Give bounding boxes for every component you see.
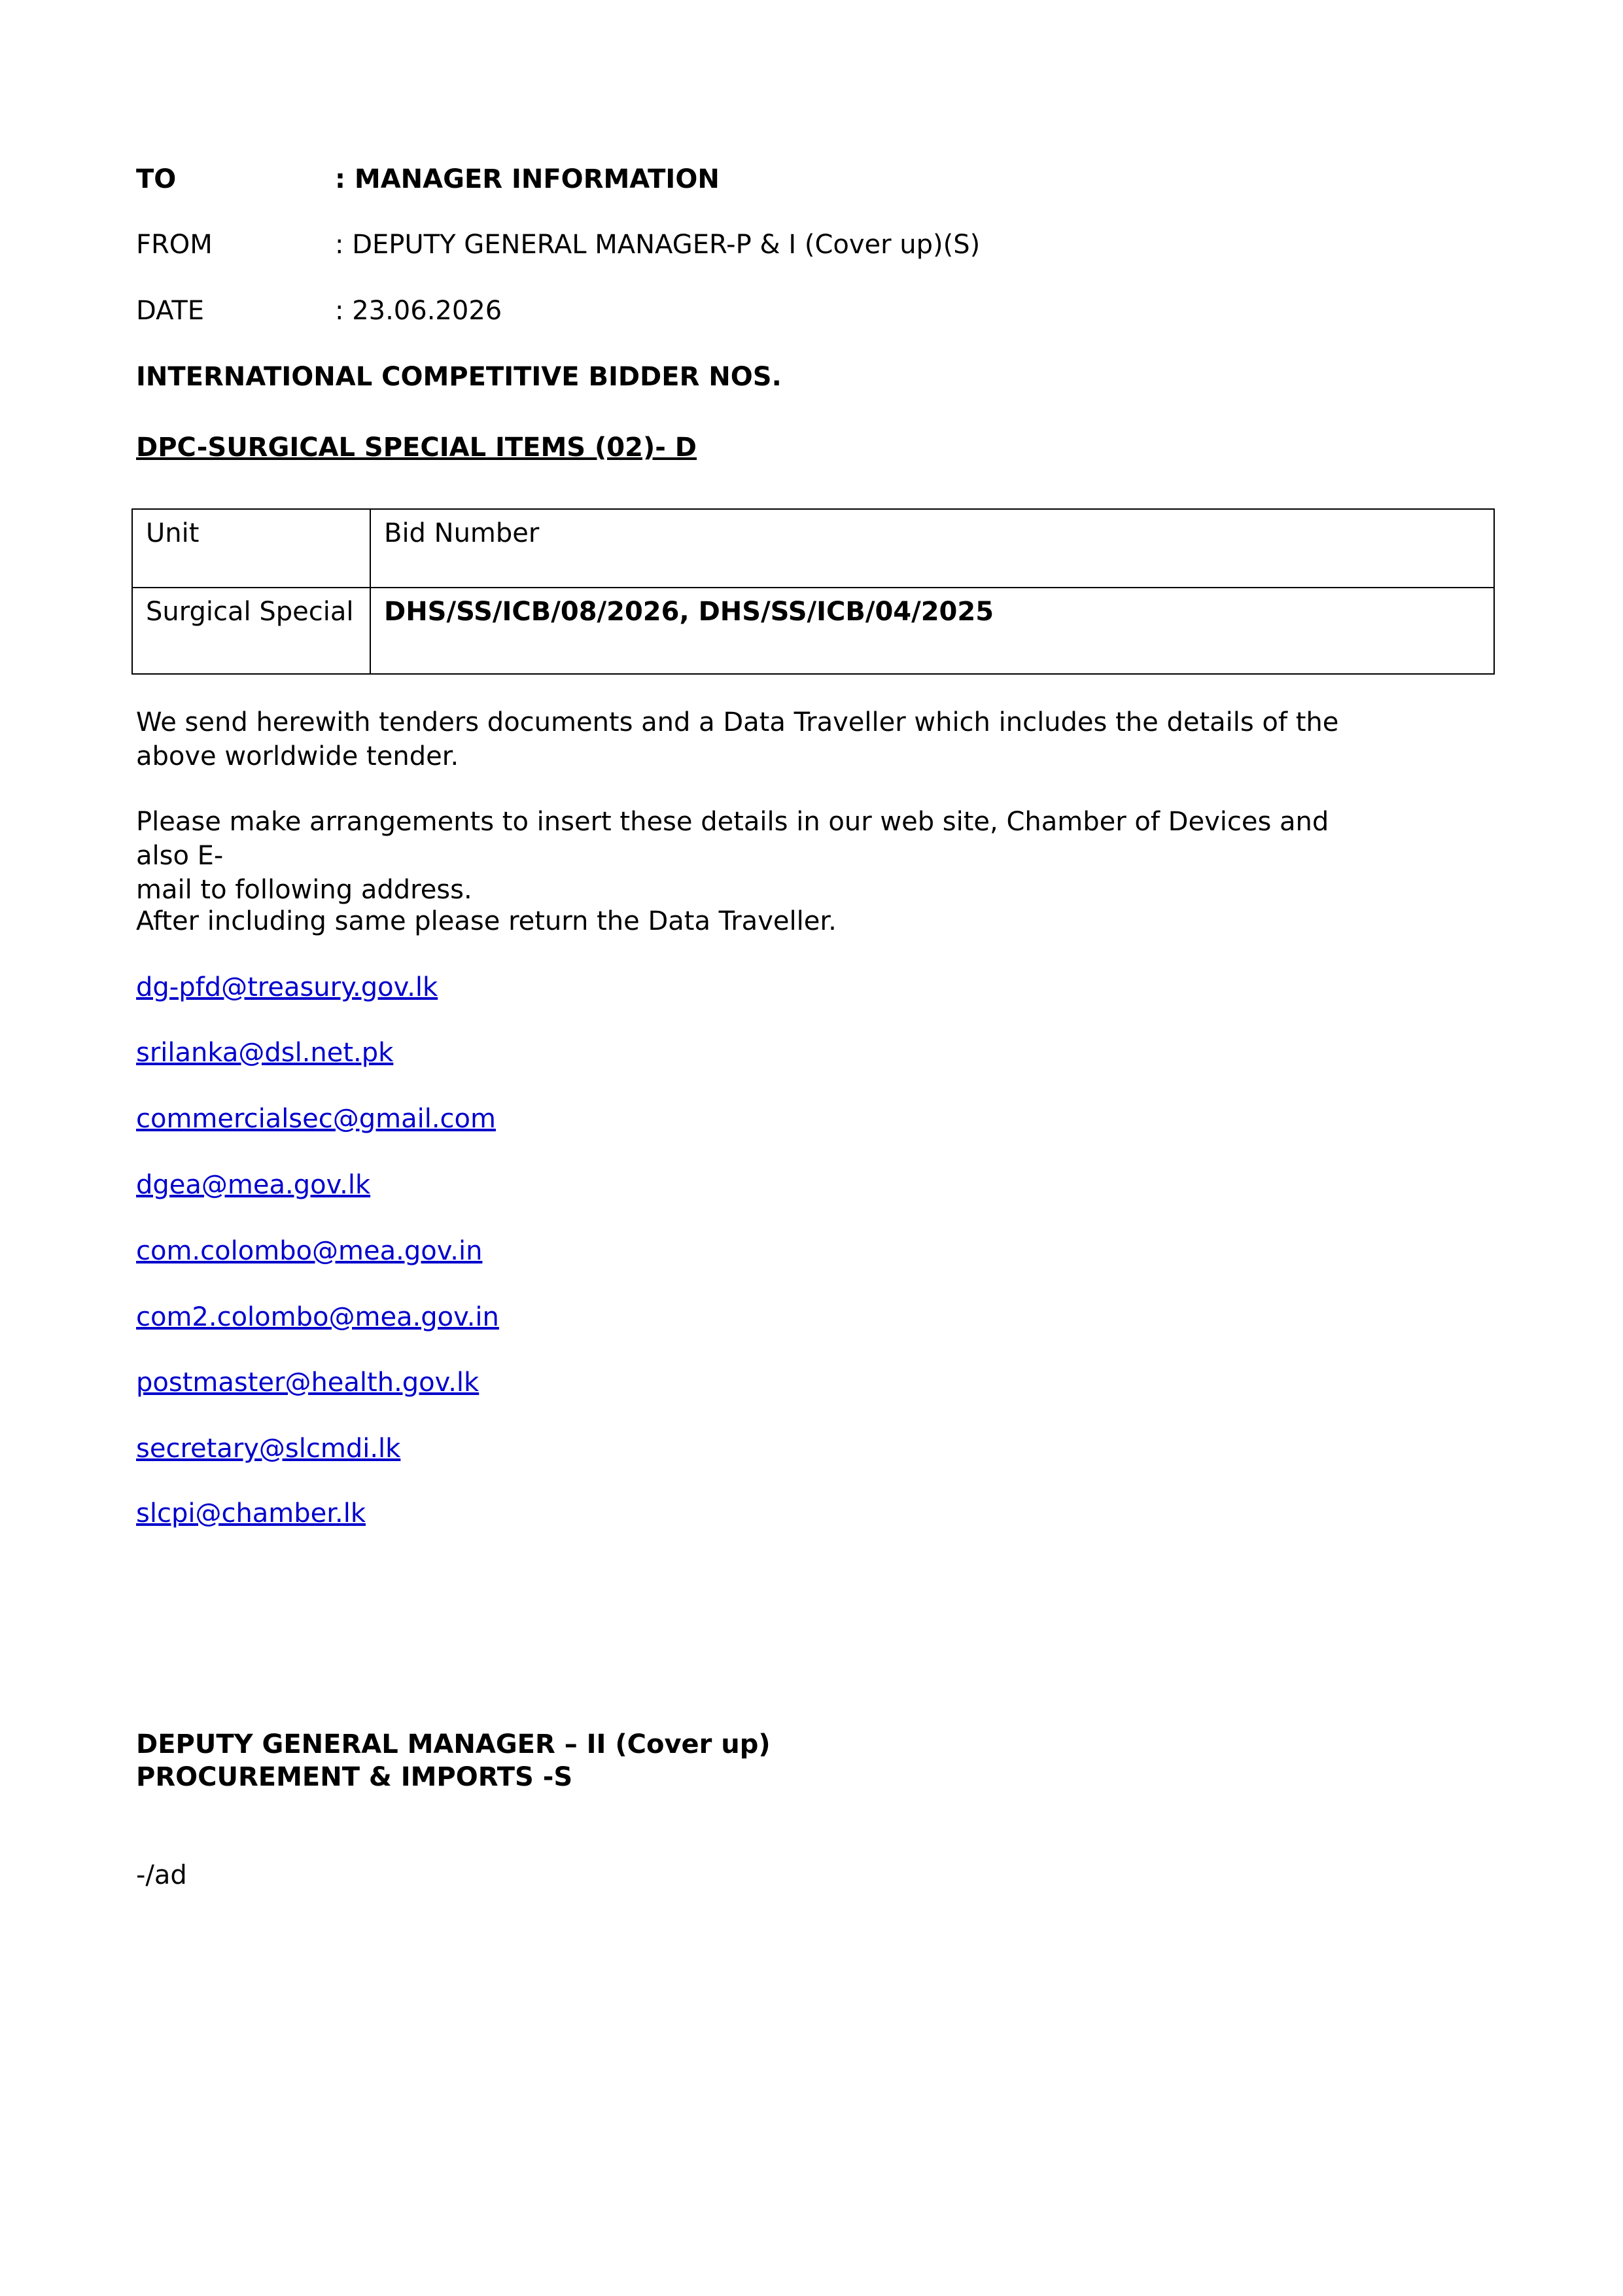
from-value: : DEPUTY GENERAL MANAGER-P & I (Cover up)(S) xyxy=(335,230,981,260)
table-header-bid-number: Bid Number xyxy=(370,509,1494,588)
paragraph-arrangements-line2: mail to following address. xyxy=(136,875,472,905)
from-line xyxy=(136,228,980,262)
signature-department: PROCUREMENT & IMPORTS -S xyxy=(136,1762,573,1792)
to-value: : MANAGER INFORMATION xyxy=(335,164,720,194)
email-link[interactable]: postmaster@health.gov.lk xyxy=(136,1368,480,1398)
to-line xyxy=(136,162,720,196)
table-cell-unit: Surgical Special xyxy=(132,588,370,674)
paragraph-intro-line1: We send herewith tenders documents and a Data Traveller which includes the details of the xyxy=(136,707,1339,737)
table-row xyxy=(132,588,1494,674)
email-link[interactable]: dg-pfd@treasury.gov.lk xyxy=(136,972,438,1002)
email-link[interactable]: com2.colombo@mea.gov.in xyxy=(136,1302,499,1332)
to-label: TO xyxy=(136,164,177,194)
from-label: FROM xyxy=(136,230,213,260)
email-link[interactable]: secretary@slcmdi.lk xyxy=(136,1434,401,1464)
email-link[interactable]: dgea@mea.gov.lk xyxy=(136,1170,371,1200)
paragraph-intro xyxy=(136,705,1379,773)
table-header-row xyxy=(132,509,1494,588)
paragraph-return: After including same please return the Data Traveller. xyxy=(136,906,837,936)
date-value: : 23.06.2026 xyxy=(335,296,502,326)
document-subheading: DPC-SURGICAL SPECIAL ITEMS (02)- D xyxy=(136,433,697,463)
table-cell-bid-number: DHS/SS/ICB/08/2026, DHS/SS/ICB/04/2025 xyxy=(370,588,1494,674)
paragraph-arrangements-line1: Please make arrangements to insert these details in our web site, Chamber of Devices and also E- xyxy=(136,807,1329,871)
signature-title: DEPUTY GENERAL MANAGER – II (Cover up) xyxy=(136,1729,771,1759)
email-link[interactable]: slcpi@chamber.lk xyxy=(136,1498,366,1528)
date-label: DATE xyxy=(136,296,205,326)
document-heading: INTERNATIONAL COMPETITIVE BIDDER NOS. xyxy=(136,362,782,392)
paragraph-intro-line2: above worldwide tender. xyxy=(136,741,459,771)
email-link[interactable]: com.colombo@mea.gov.in xyxy=(136,1236,483,1266)
email-link[interactable]: commercialsec@gmail.com xyxy=(136,1104,496,1134)
bid-table xyxy=(131,508,1495,675)
email-link[interactable]: srilanka@dsl.net.pk xyxy=(136,1038,394,1068)
table-header-unit: Unit xyxy=(132,509,370,588)
initials: -/ad xyxy=(136,1860,187,1890)
date-line xyxy=(136,294,502,328)
paragraph-arrangements xyxy=(136,805,1379,907)
